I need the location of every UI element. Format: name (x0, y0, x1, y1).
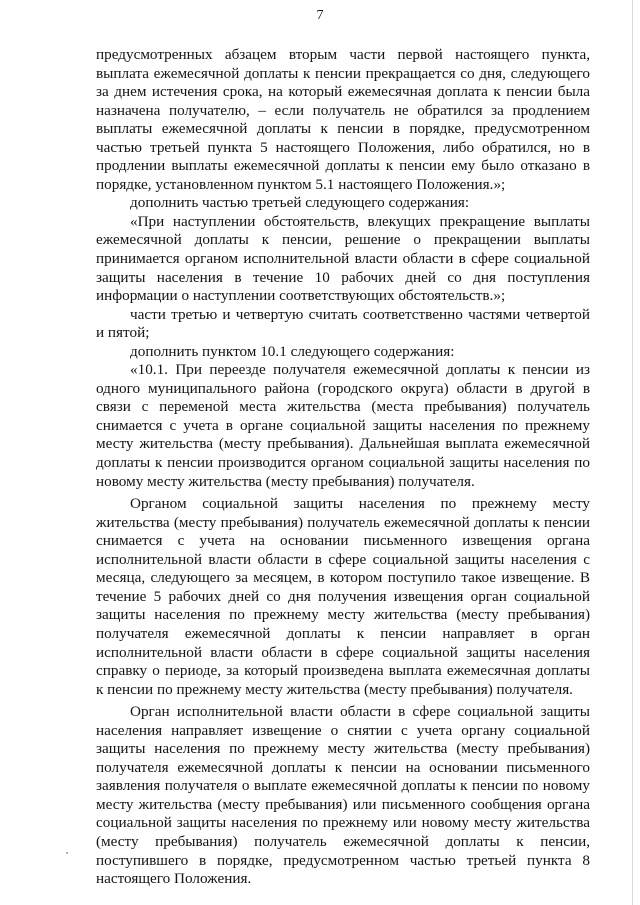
scan-speck (66, 852, 68, 854)
paragraph-notification: Орган исполнительной власти области в сфере социальной защиты населения направляет извещение о снятии с учета органу социальной защиты населения по прежнему месту жительства (месту пребывания) получателя ежемесячной доплаты к пенсии на основании письменного заявления получателя о выплате ежемесячной доплаты к пенсии по новому месту жительства (месту пребывания) или письменного сообщения органа социальной защиты населения по прежнему или новому месту жительства (месту пребывания) получатель ежемесячной доплаты к пенсии, поступившего в порядке, предусмотренном частью третьей пункта 8 настоящего Положения. (96, 703, 590, 888)
paragraph-amendment-part-three: дополнить частью третьей следующего содержания: (130, 194, 470, 212)
scan-edge-line (632, 0, 633, 905)
paragraph-amendment-point-10-1: дополнить пунктом 10.1 следующего содержания: (130, 342, 455, 360)
document-body (96, 46, 590, 889)
paragraph-continuation: предусмотренных абзацем вторым части первой настоящего пункта, выплата ежемесячной доплаты к пенсии прекращается со дня, следующего за днем истечения срока, на который ежемесячная доплата к пенсии была назначена получателю, – если получатель не обратился за продлением выплаты ежемесячной доплаты к пенсии в порядке, предусмотренном частью третьей пункта 5 настоящего Положения, либо обратился, но в продлении выплаты ежемесячной доплаты к пенсии ему было отказано в порядке, установленном пунктом 5.1 настоящего Положения.»; (96, 46, 590, 193)
paragraph-quoted-part-three: «При наступлении обстоятельств, влекущих прекращение выплаты ежемесячной доплаты к пенсии, решение о прекращении выплаты принимается органом исполнительной власти области в сфере социальной защиты населения в течение 10 рабочих дней со дня поступления информации о наступлении соответствующих обстоятельств.»; (96, 212, 590, 305)
page-number: 7 (316, 8, 324, 23)
paragraph-deregistration: Органом социальной защиты населения по прежнему месту жительства (месту пребывания) получатель ежемесячной доплаты к пенсии снимается с учета на основании письменного извещения органа исполнительной власти области в сфере социальной защиты населения с месяца, следующего за месяцем, в котором поступило такое извещение. В течение 5 рабочих дней со дня получения извещения орган социальной защиты населения по прежнему месту жительства (месту пребывания) получателя ежемесячной доплаты к пенсии направляет в орган исполнительной власти области в сфере социальной защиты населения справку о периоде, за который произведена выплата ежемесячная доплаты к пенсии по прежнему месту жительства (месту пребывания) получателя. (96, 495, 590, 698)
paragraph-point-10-1: «10.1. При переезде получателя ежемесячной доплаты к пенсии из одного муниципального района (городского округа) области в другой в связи с переменой места жительства (места пребывания) получатель снимается с учета в органе социальной защиты населения по прежнему месту жительства (месту пребывания). Дальнейшая выплата ежемесячной доплаты к пенсии производится органом социальной защиты населения по новому месту жительства (месту пребывания) получателя. (96, 361, 590, 490)
paragraph-renumber-parts: части третью и четвертую считать соответственно частями четвертой и пятой; (96, 305, 590, 342)
